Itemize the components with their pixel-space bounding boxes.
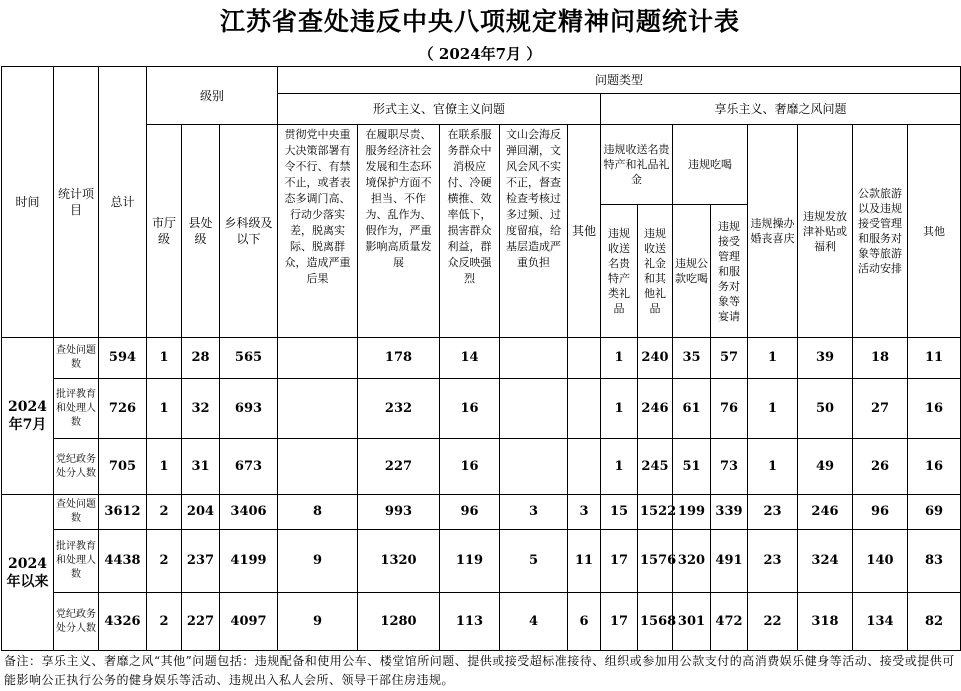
table-cell: 594 — [99, 338, 147, 379]
table-cell: 14 — [440, 338, 500, 379]
table-cell: 82 — [908, 593, 961, 651]
table-cell: 96 — [853, 495, 908, 530]
header-time: 时间 — [2, 67, 54, 338]
table-cell: 301 — [673, 593, 711, 651]
row-label: 批评教育和处理人数 — [54, 379, 99, 439]
table-cell: 178 — [358, 338, 440, 379]
statistics-table — [1, 66, 961, 651]
table-cell: 17 — [601, 530, 638, 593]
table-cell: 2 — [147, 530, 182, 593]
header-county-level: 县处级 — [182, 125, 220, 338]
table-cell: 39 — [798, 338, 853, 379]
header-formalism: 形式主义、官僚主义问题 — [278, 94, 601, 125]
table-cell: 9 — [278, 530, 358, 593]
table-cell: 4326 — [99, 593, 147, 651]
table-cell: 57 — [711, 338, 748, 379]
table-cell: 1 — [601, 439, 638, 495]
table-cell: 1 — [601, 379, 638, 439]
table-cell: 73 — [711, 439, 748, 495]
header-gift-b: 违规收送礼金和其他礼品 — [638, 205, 673, 338]
header-formalism-3: 在联系服务群众中消极应付、冷硬横推、效率低下，损害群众利益，群众反映强烈 — [440, 125, 500, 338]
table-cell: 4438 — [99, 530, 147, 593]
header-dining: 违规吃喝 — [673, 125, 748, 205]
table-cell — [278, 338, 358, 379]
table-cell: 4 — [500, 593, 568, 651]
table-cell: 4199 — [220, 530, 278, 593]
table-cell: 245 — [638, 439, 673, 495]
table-cell: 22 — [748, 593, 798, 651]
table-cell: 324 — [798, 530, 853, 593]
table-cell: 15 — [601, 495, 638, 530]
row-label: 批评教育和处理人数 — [54, 530, 99, 593]
table-cell: 199 — [673, 495, 711, 530]
table-cell: 23 — [748, 530, 798, 593]
table-cell: 8 — [278, 495, 358, 530]
header-weddings: 违规操办婚丧喜庆 — [748, 125, 798, 338]
table-cell: 51 — [673, 439, 711, 495]
table-cell: 1 — [601, 338, 638, 379]
table-cell: 240 — [638, 338, 673, 379]
table-cell: 16 — [440, 439, 500, 495]
table-cell: 28 — [182, 338, 220, 379]
table-cell: 17 — [601, 593, 638, 651]
table-cell: 318 — [798, 593, 853, 651]
table-row — [2, 379, 961, 439]
header-travel: 公款旅游以及违规接受管理和服务对象等旅游活动安排 — [853, 125, 908, 338]
table-cell: 5 — [500, 530, 568, 593]
table-cell: 339 — [711, 495, 748, 530]
header-problem-type: 问题类型 — [278, 67, 961, 94]
table-cell — [278, 439, 358, 495]
header-hedonism-other: 其他 — [908, 125, 961, 338]
table-cell: 11 — [568, 530, 601, 593]
table-row — [2, 338, 961, 379]
table-cell: 1320 — [358, 530, 440, 593]
table-cell: 4097 — [220, 593, 278, 651]
header-level: 级别 — [147, 67, 278, 125]
table-cell — [500, 338, 568, 379]
table-cell: 6 — [568, 593, 601, 651]
table-cell: 23 — [748, 495, 798, 530]
table-cell: 1 — [147, 338, 182, 379]
table-cell: 1 — [748, 439, 798, 495]
table-cell: 3 — [500, 495, 568, 530]
table-cell: 1280 — [358, 593, 440, 651]
page-title: 江苏省查处违反中央八项规定精神问题统计表 — [219, 7, 740, 36]
header-formalism-other: 其他 — [568, 125, 601, 338]
table-cell: 18 — [853, 338, 908, 379]
row-label: 党纪政务处分人数 — [54, 593, 99, 651]
table-cell — [568, 439, 601, 495]
row-label: 查处问题数 — [54, 338, 99, 379]
table-cell: 27 — [853, 379, 908, 439]
header-township-level: 乡科级及以下 — [220, 125, 278, 338]
table-cell: 113 — [440, 593, 500, 651]
table-cell: 3612 — [99, 495, 147, 530]
table-row — [2, 495, 961, 530]
table-cell: 204 — [182, 495, 220, 530]
header-gifts: 违规收送名贵特产和礼品礼金 — [601, 125, 673, 205]
table-cell: 320 — [673, 530, 711, 593]
page-subtitle: （ 2024年7月 ） — [418, 45, 542, 63]
table-cell: 1522 — [638, 495, 673, 530]
table-cell: 246 — [638, 379, 673, 439]
table-cell: 693 — [220, 379, 278, 439]
header-formalism-4: 文山会海反弹回潮，文风会风不实不正，督查检查考核过多过频、过度留痕，给基层造成严重负担 — [500, 125, 568, 338]
header-dine-a: 违规公款吃喝 — [673, 205, 711, 338]
table-cell: 31 — [182, 439, 220, 495]
header-total: 总计 — [99, 67, 147, 338]
table-cell: 726 — [99, 379, 147, 439]
table-cell: 76 — [711, 379, 748, 439]
header-formalism-1: 贯彻党中央重大决策部署有令不行、有禁不止，或者表态多调门高、行动少落实差，脱离实际、脱离群众，造成严重后果 — [278, 125, 358, 338]
header-formalism-2: 在履职尽责、服务经济社会发展和生态环境保护方面不担当、不作为、乱作为、假作为，严重影响高质量发展 — [358, 125, 440, 338]
table-cell: 246 — [798, 495, 853, 530]
table-row — [2, 439, 961, 495]
footnote: 备注：享乐主义、奢靡之风“其他”问题包括：违规配备和使用公车、楼堂馆所问题、提供或接受超标准接待、组织或参加用公款支付的高消费娱乐健身等活动、接受或提供可能影响公正执行公务的健身娱乐等活动、违规出入私人会所、领导干部住房违规。 — [4, 654, 955, 687]
table-cell: 1 — [147, 439, 182, 495]
table-cell: 491 — [711, 530, 748, 593]
table-cell: 1576 — [638, 530, 673, 593]
table-cell: 3 — [568, 495, 601, 530]
table-cell: 9 — [278, 593, 358, 651]
header-item: 统计项目 — [54, 67, 99, 338]
table-cell: 35 — [673, 338, 711, 379]
table-cell: 96 — [440, 495, 500, 530]
table-cell: 565 — [220, 338, 278, 379]
row-label: 党纪政务处分人数 — [54, 439, 99, 495]
table-cell: 1 — [748, 379, 798, 439]
table-cell — [500, 439, 568, 495]
table-cell: 16 — [908, 439, 961, 495]
table-cell: 32 — [182, 379, 220, 439]
table-cell: 472 — [711, 593, 748, 651]
table-cell: 673 — [220, 439, 278, 495]
row-label: 查处问题数 — [54, 495, 99, 530]
header-gift-a: 违规收送名贵特产类礼品 — [601, 205, 638, 338]
table-cell: 2 — [147, 495, 182, 530]
table-cell: 134 — [853, 593, 908, 651]
header-city-level: 市厅级 — [147, 125, 182, 338]
table-cell: 26 — [853, 439, 908, 495]
table-cell: 49 — [798, 439, 853, 495]
table-cell: 2 — [147, 593, 182, 651]
table-row — [2, 530, 961, 593]
table-cell — [568, 338, 601, 379]
table-cell: 16 — [908, 379, 961, 439]
table-cell: 83 — [908, 530, 961, 593]
header-subsidies: 违规发放津补贴或福利 — [798, 125, 853, 338]
table-cell: 119 — [440, 530, 500, 593]
table-cell: 705 — [99, 439, 147, 495]
table-cell: 140 — [853, 530, 908, 593]
table-cell: 227 — [358, 439, 440, 495]
table-row — [2, 593, 961, 651]
header-dine-b: 违规接受管理和服务对象等宴请 — [711, 205, 748, 338]
table-cell — [500, 379, 568, 439]
table-cell: 1 — [147, 379, 182, 439]
period-label: 2024年以来 — [2, 495, 54, 651]
table-cell: 232 — [358, 379, 440, 439]
period-label: 2024年7月 — [2, 338, 54, 495]
table-cell — [568, 379, 601, 439]
table-cell: 16 — [440, 379, 500, 439]
table-cell: 237 — [182, 530, 220, 593]
table-cell: 11 — [908, 338, 961, 379]
table-cell — [278, 379, 358, 439]
table-cell: 61 — [673, 379, 711, 439]
table-cell: 227 — [182, 593, 220, 651]
table-cell: 3406 — [220, 495, 278, 530]
header-hedonism: 享乐主义、奢靡之风问题 — [601, 94, 961, 125]
table-cell: 993 — [358, 495, 440, 530]
table-cell: 69 — [908, 495, 961, 530]
table-cell: 1568 — [638, 593, 673, 651]
table-cell: 1 — [748, 338, 798, 379]
table-cell: 50 — [798, 379, 853, 439]
